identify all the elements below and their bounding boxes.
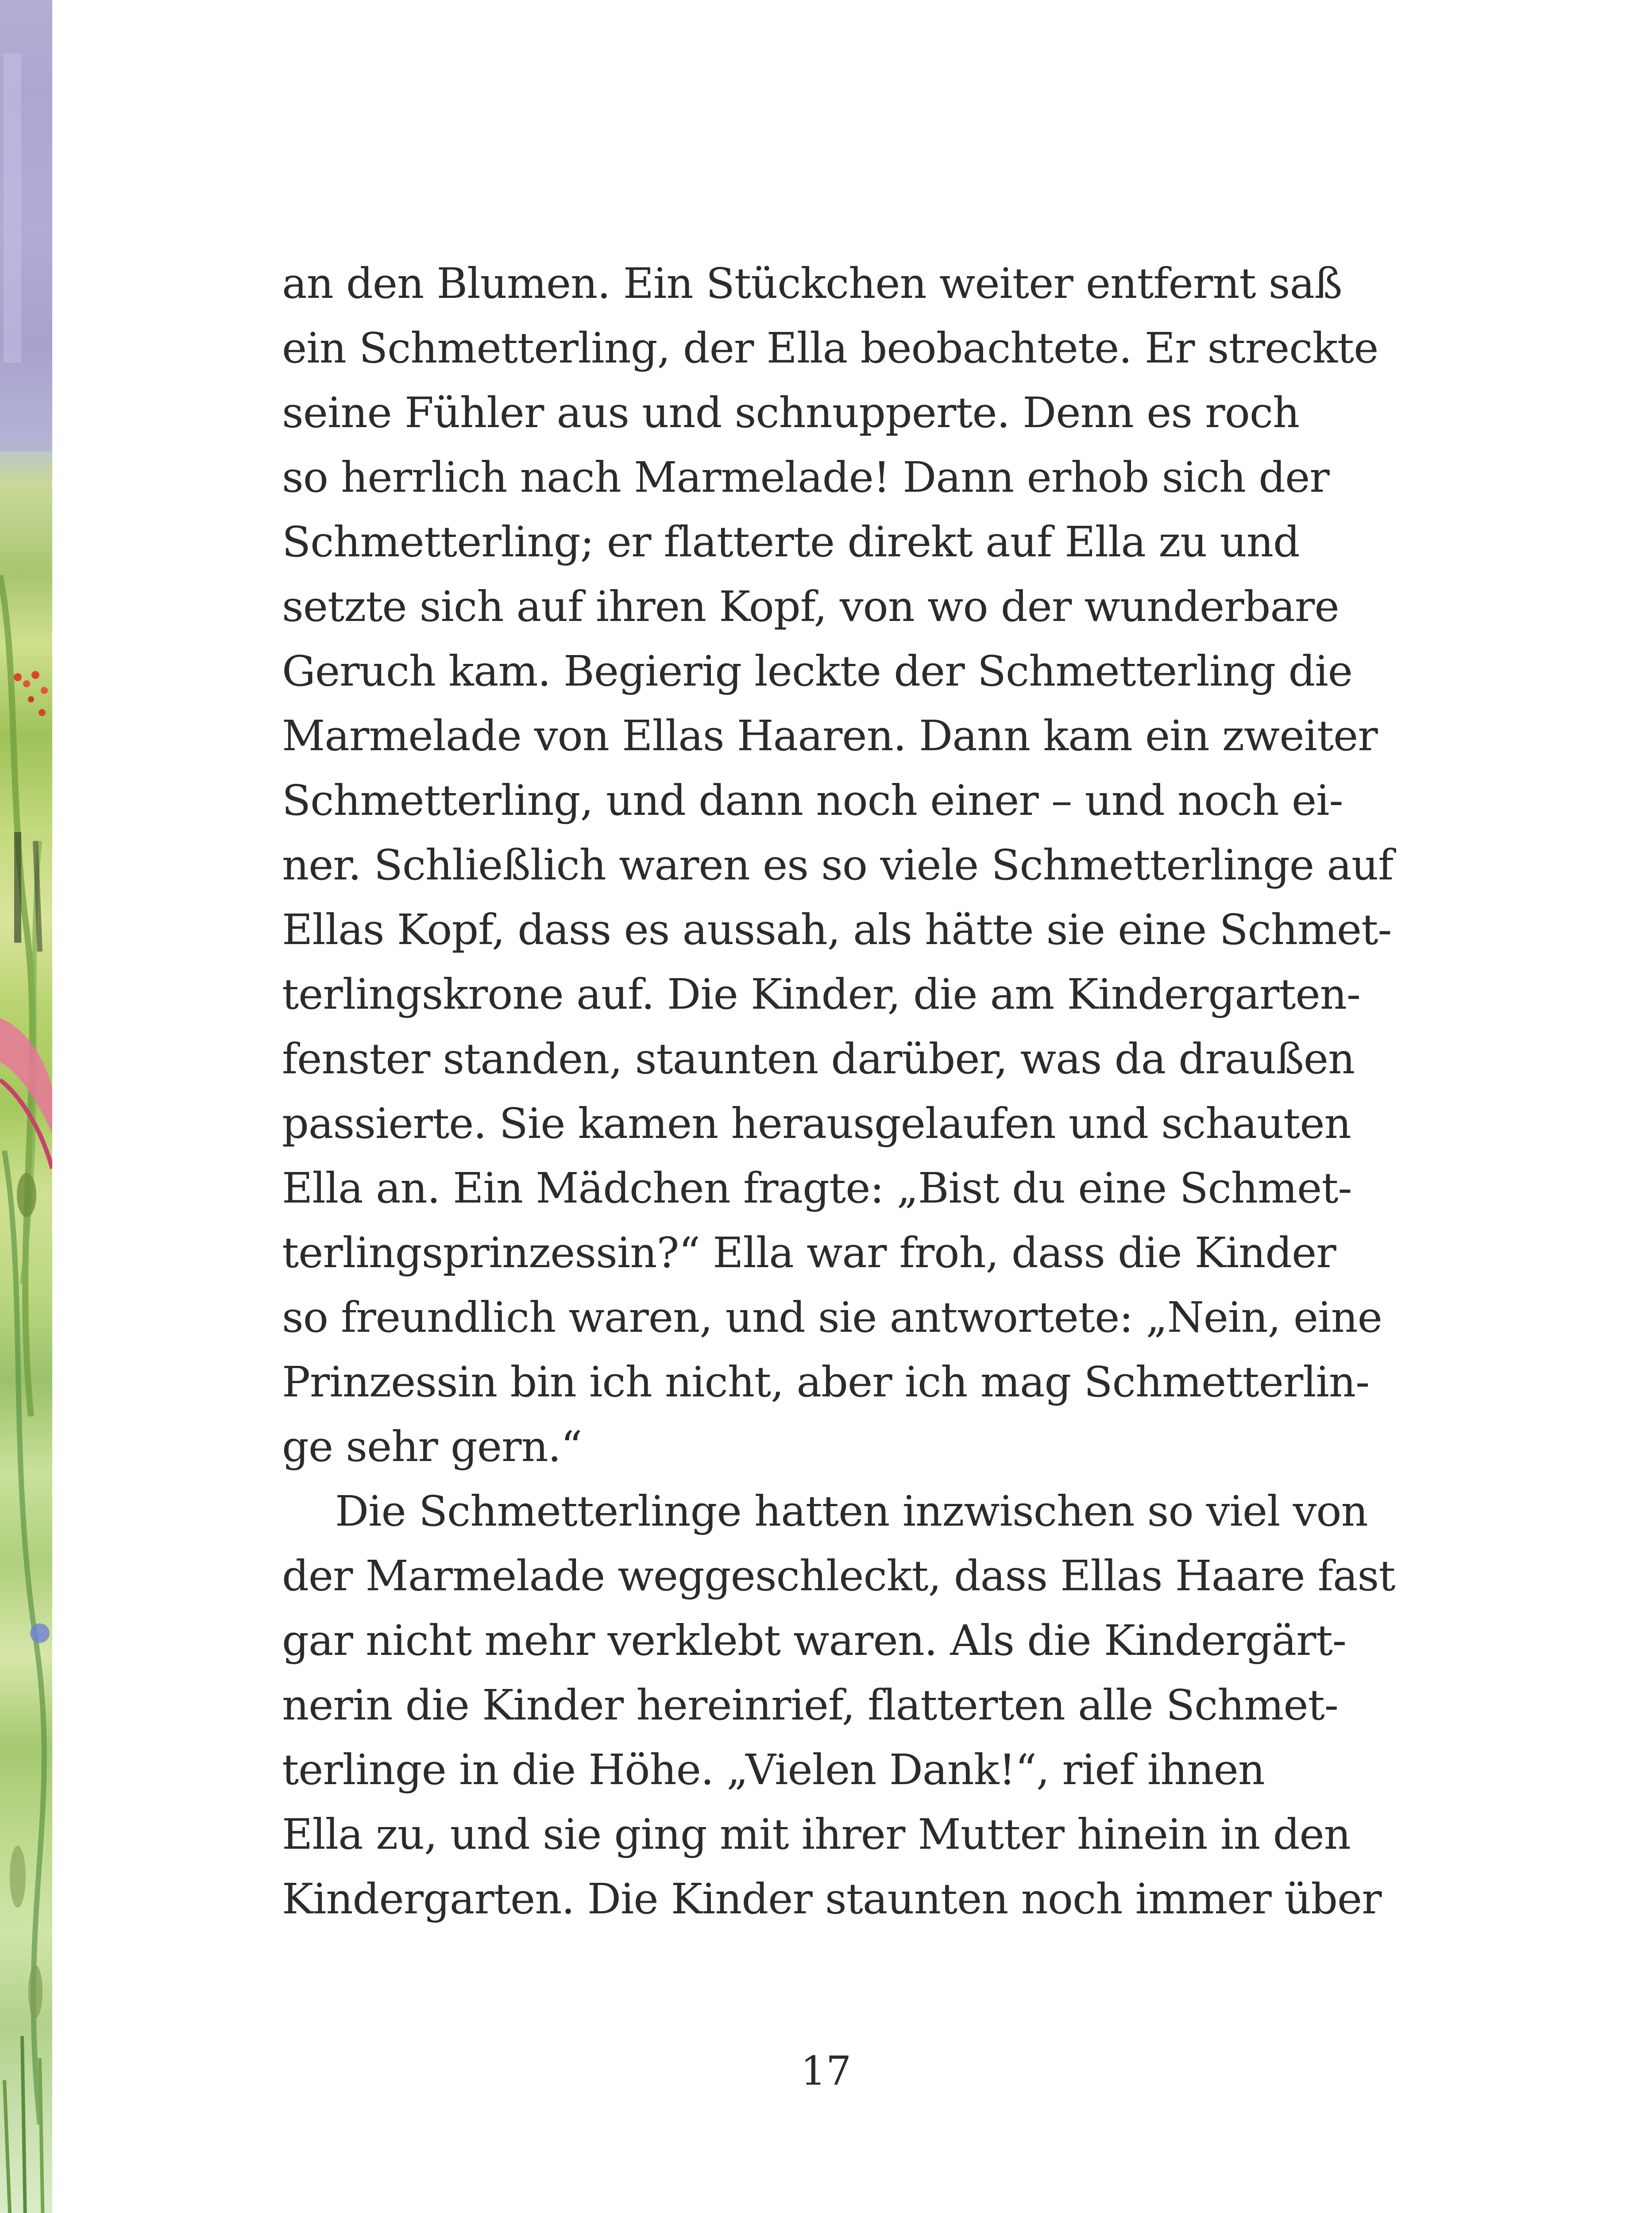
paragraph-1 <box>282 251 1393 1479</box>
text-line: Ella zu, und sie ging mit ihrer Mutter hinein in den <box>282 1810 1351 1859</box>
text-line: Die Schmetterlinge hatten inzwischen so viel von <box>335 1487 1368 1536</box>
text-line: ner. Schließlich waren es so viele Schmetterlinge auf <box>282 841 1393 890</box>
text-line: terlinge in die Höhe. „Vielen Dank!“, rief ihnen <box>282 1746 1265 1794</box>
text-line: ge sehr gern.“ <box>282 1423 582 1471</box>
text-line: nerin die Kinder hereinrief, flatterten alle Schmet- <box>282 1681 1338 1730</box>
text-line: gar nicht mehr verklebt waren. Als die Kindergärt- <box>282 1616 1346 1665</box>
paragraph-2 <box>282 1479 1395 1932</box>
text-line: seine Fühler aus und schnupperte. Denn es roch <box>282 389 1300 437</box>
text-line: so herrlich nach Marmelade! Dann erhob sich der <box>282 453 1329 502</box>
body-text <box>282 251 1395 1932</box>
text-line: der Marmelade weggeschleckt, dass Ellas Haare fast <box>282 1552 1395 1600</box>
text-line: passierte. Sie kamen herausgelaufen und schauten <box>282 1099 1351 1148</box>
text-line: Geruch kam. Begierig leckte der Schmetterling die <box>282 647 1352 696</box>
text-line: setzte sich auf ihren Kopf, von wo der wunderbare <box>282 582 1339 631</box>
text-line: Schmetterling; er flatterte direkt auf Ella zu und <box>282 518 1300 567</box>
flower-meadow-illustration <box>0 0 52 2213</box>
page-number: 17 <box>800 2048 852 2094</box>
text-line: an den Blumen. Ein Stückchen weiter entfernt saß <box>282 259 1342 308</box>
text-line: fenster standen, staunten darüber, was da draußen <box>282 1035 1355 1083</box>
text-line: ein Schmetterling, der Ella beobachtete. Er streckte <box>282 324 1378 373</box>
side-illustration <box>0 0 52 2213</box>
text-line: Kindergarten. Die Kinder staunten noch immer über <box>282 1875 1382 1924</box>
text-line: terlingsprinzessin?“ Ella war froh, dass die Kinder <box>282 1229 1336 1277</box>
text-line: Prinzessin bin ich nicht, aber ich mag Schmetterlin- <box>282 1358 1370 1407</box>
text-line: so freundlich waren, und sie antwortete: „Nein, eine <box>282 1293 1382 1342</box>
text-line: Ella an. Ein Mädchen fragte: „Bist du eine Schmet- <box>282 1164 1352 1213</box>
text-line: Ellas Kopf, dass es aussah, als hätte sie eine Schmet- <box>282 906 1392 954</box>
text-line: terlingskrone auf. Die Kinder, die am Kindergarten- <box>282 970 1361 1019</box>
text-line: Marmelade von Ellas Haaren. Dann kam ein zweiter <box>282 712 1378 760</box>
text-line: Schmetterling, und dann noch einer – und noch ei- <box>282 776 1343 825</box>
